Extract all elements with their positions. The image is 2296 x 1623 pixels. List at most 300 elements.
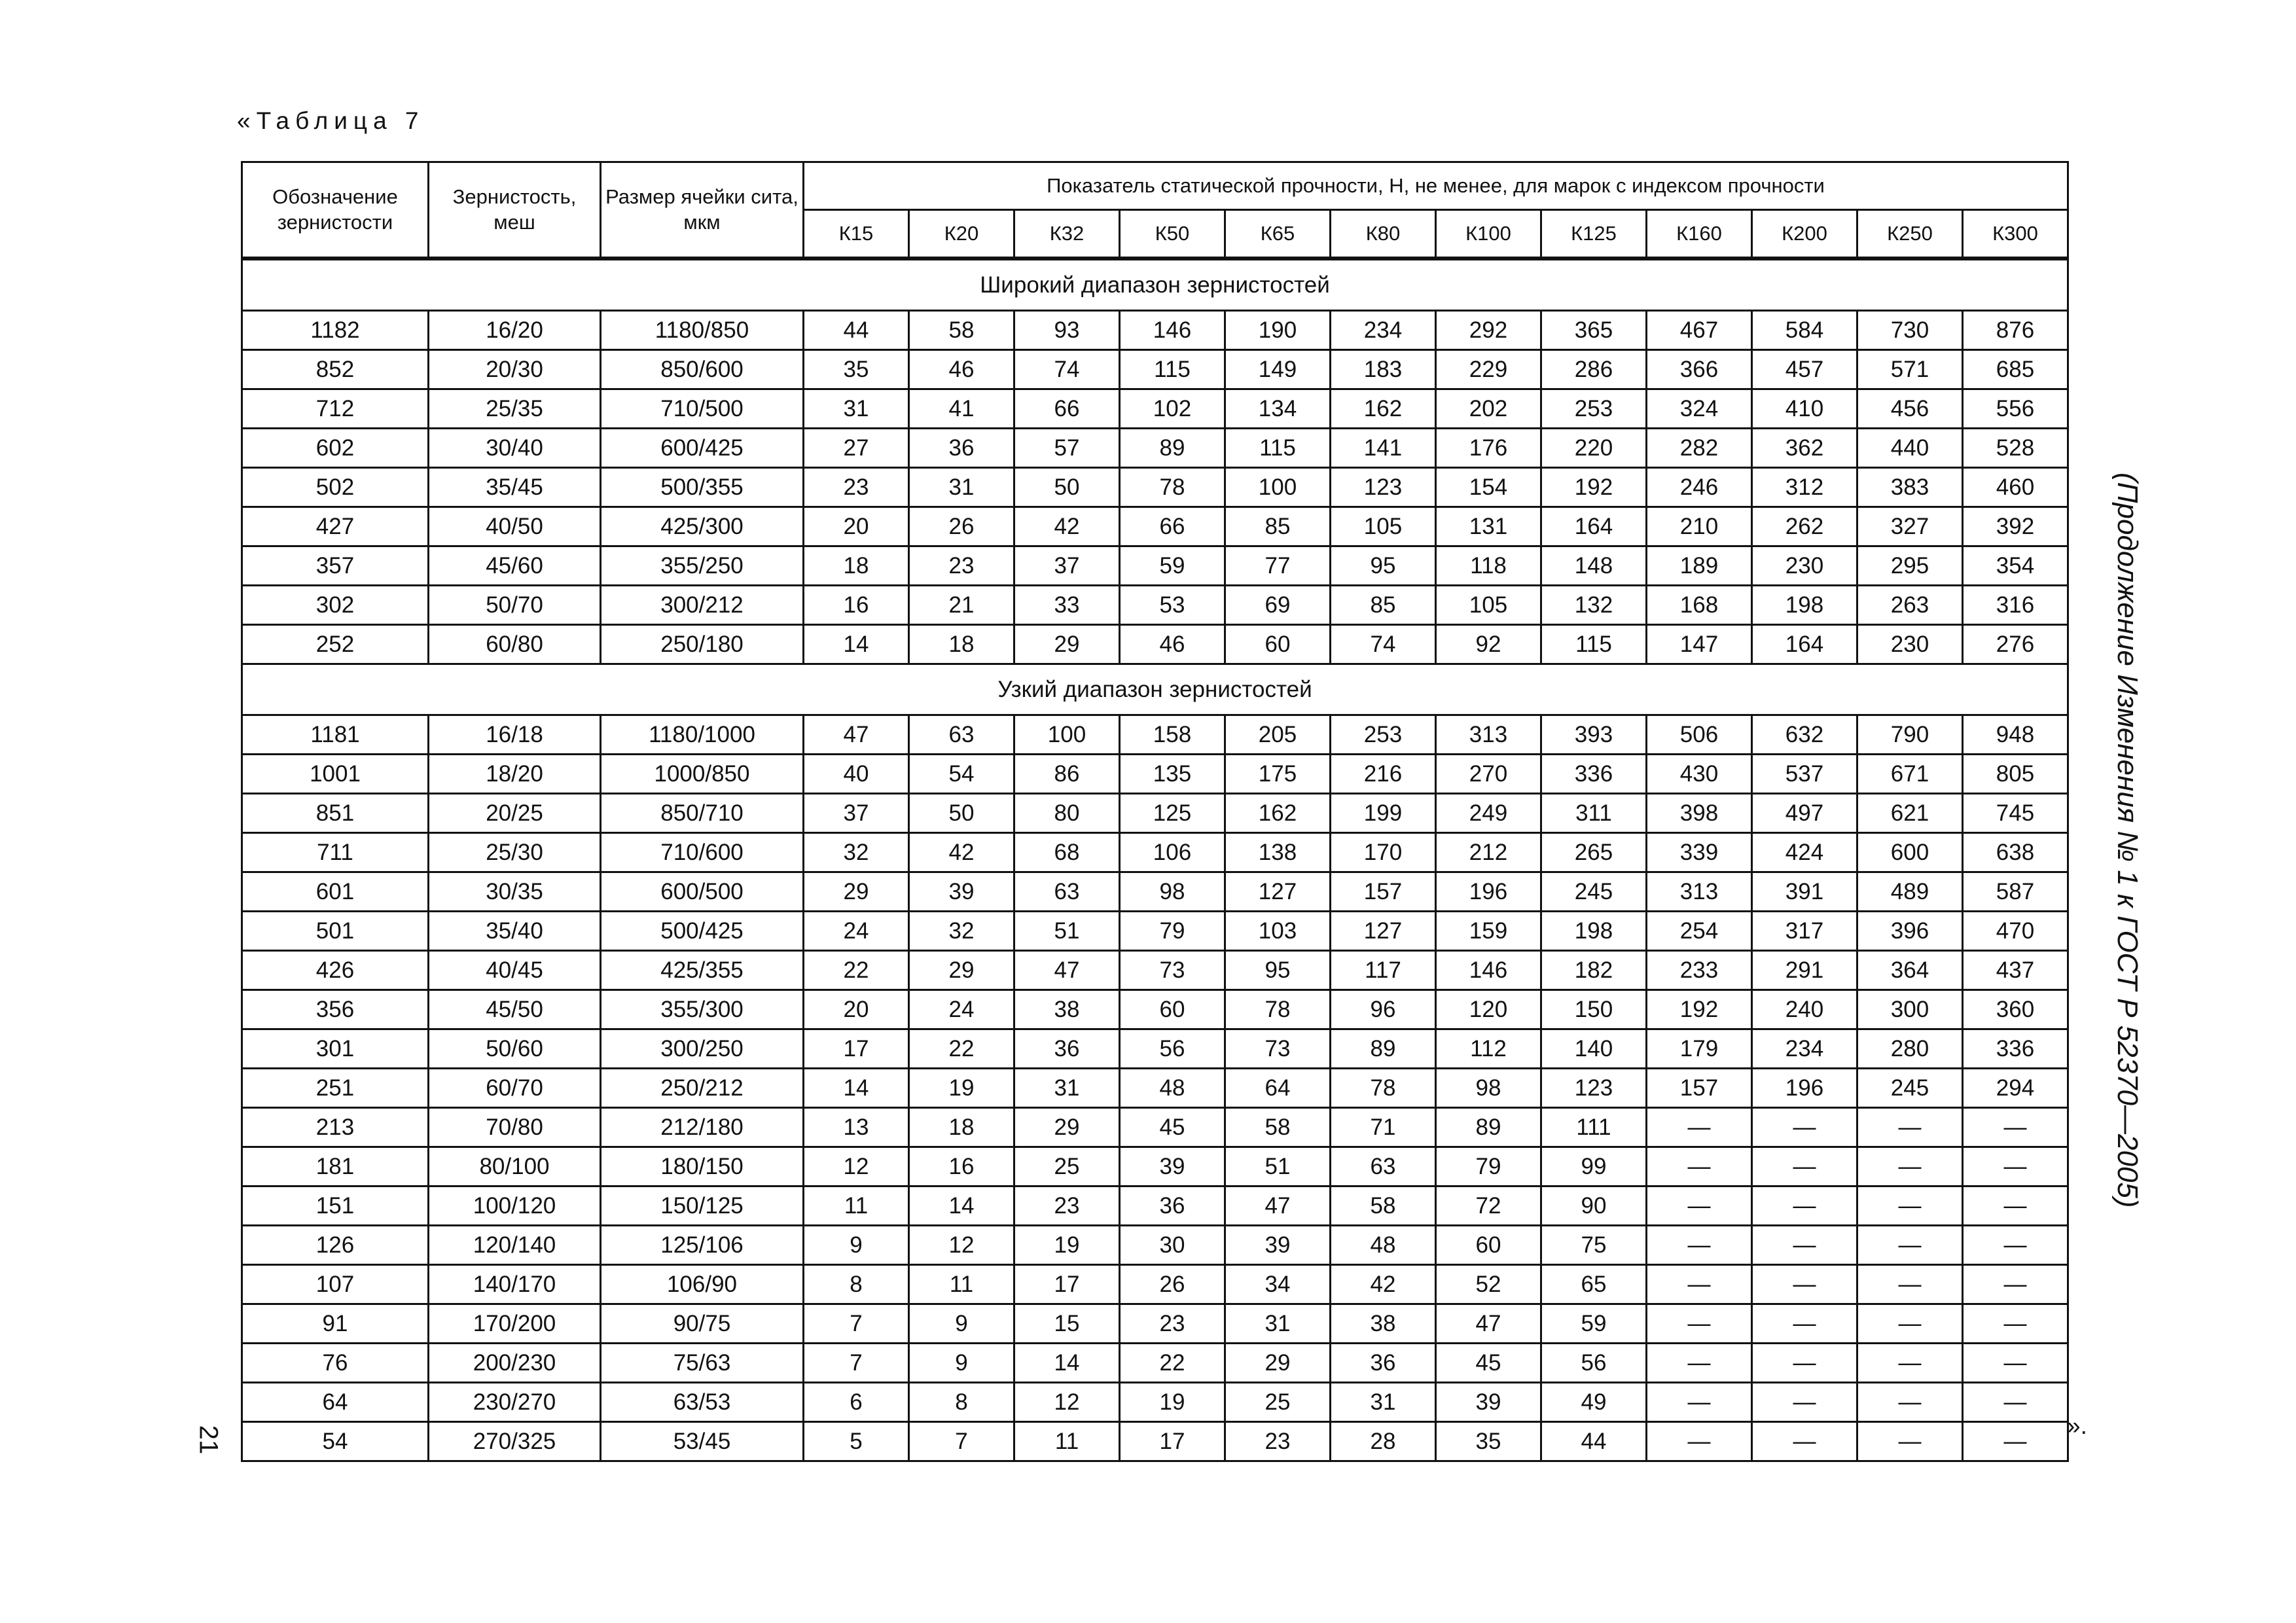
table-row — [242, 1265, 2068, 1304]
table-cell: 230 — [1752, 546, 1857, 586]
table-cell: — — [1857, 1383, 1963, 1422]
table-cell: 712 — [242, 389, 429, 429]
table-cell: 16/18 — [429, 715, 601, 755]
table-cell: 12 — [909, 1226, 1014, 1265]
table-cell: 1000/850 — [601, 755, 804, 794]
table-cell: 164 — [1541, 507, 1647, 546]
table-cell: 111 — [1541, 1108, 1647, 1147]
table-cell: 149 — [1225, 350, 1331, 389]
table-cell: — — [1752, 1383, 1857, 1422]
table-cell: 147 — [1647, 625, 1752, 664]
table-cell: — — [1963, 1147, 2068, 1186]
table-cell: 711 — [242, 833, 429, 872]
table-cell: 168 — [1647, 586, 1752, 625]
table-cell: 365 — [1541, 311, 1647, 350]
table-row — [242, 546, 2068, 586]
table-cell: 500/425 — [601, 912, 804, 951]
table-cell: 502 — [242, 468, 429, 507]
table-cell: 75 — [1541, 1226, 1647, 1265]
table-cell: 8 — [909, 1383, 1014, 1422]
table-cell: 36 — [909, 429, 1014, 468]
table-cell: 138 — [1225, 833, 1331, 872]
table-cell: 38 — [1331, 1304, 1436, 1344]
table-cell: — — [1857, 1304, 1963, 1344]
table-cell: 40/45 — [429, 951, 601, 990]
table-cell: 56 — [1120, 1029, 1225, 1069]
table-cell: — — [1752, 1226, 1857, 1265]
table-cell: — — [1963, 1265, 2068, 1304]
table-cell: 22 — [804, 951, 909, 990]
header-grade: К200 — [1752, 210, 1857, 259]
table-cell: 150/125 — [601, 1186, 804, 1226]
table-cell: 571 — [1857, 350, 1963, 389]
table-cell: 425/355 — [601, 951, 804, 990]
table-cell: 125/106 — [601, 1226, 804, 1265]
table-cell: 270/325 — [429, 1422, 601, 1461]
table-cell: — — [1752, 1108, 1857, 1147]
table-cell: 89 — [1331, 1029, 1436, 1069]
table-cell: 42 — [1331, 1265, 1436, 1304]
table-cell: 64 — [242, 1383, 429, 1422]
table-cell: 282 — [1647, 429, 1752, 468]
table-cell: 183 — [1331, 350, 1436, 389]
table-cell: 851 — [242, 794, 429, 833]
table-cell: 120/140 — [429, 1226, 601, 1265]
table-cell: — — [1752, 1422, 1857, 1461]
table-cell: 339 — [1647, 833, 1752, 872]
table-cell: 73 — [1120, 951, 1225, 990]
table-cell: 26 — [1120, 1265, 1225, 1304]
table-cell: 29 — [1014, 1108, 1120, 1147]
section-title: Широкий диапазон зернистостей — [242, 259, 2068, 311]
table-cell: 38 — [1014, 990, 1120, 1029]
table-cell: 1182 — [242, 311, 429, 350]
table-cell: — — [1857, 1422, 1963, 1461]
table-cell: 46 — [909, 350, 1014, 389]
table-cell: 30 — [1120, 1226, 1225, 1265]
table-cell: 78 — [1225, 990, 1331, 1029]
table-cell: 25/35 — [429, 389, 601, 429]
table-cell: 9 — [909, 1344, 1014, 1383]
table-cell: 1180/850 — [601, 311, 804, 350]
table-cell: 230/270 — [429, 1383, 601, 1422]
table-cell: 467 — [1647, 311, 1752, 350]
table-cell: 327 — [1857, 507, 1963, 546]
table-cell: 45/50 — [429, 990, 601, 1029]
table-cell: 356 — [242, 990, 429, 1029]
table-cell: 16/20 — [429, 311, 601, 350]
header-grade: К80 — [1331, 210, 1436, 259]
table-cell: 189 — [1647, 546, 1752, 586]
table-cell: 556 — [1963, 389, 2068, 429]
table-cell: — — [1857, 1108, 1963, 1147]
table-cell: — — [1963, 1108, 2068, 1147]
table-cell: 31 — [909, 468, 1014, 507]
table-cell: 46 — [1120, 625, 1225, 664]
table-cell: 89 — [1120, 429, 1225, 468]
table-cell: 18 — [909, 625, 1014, 664]
table-cell: 63 — [1014, 872, 1120, 912]
table-cell: 230 — [1857, 625, 1963, 664]
table-cell: 53/45 — [601, 1422, 804, 1461]
table-cell: 31 — [1014, 1069, 1120, 1108]
page-number: 21 — [194, 1425, 223, 1455]
table-cell: 313 — [1436, 715, 1541, 755]
table-cell: 294 — [1963, 1069, 2068, 1108]
table-cell: 15 — [1014, 1304, 1120, 1344]
table-cell: 170/200 — [429, 1304, 601, 1344]
table-cell: — — [1647, 1147, 1752, 1186]
table-cell: 60/70 — [429, 1069, 601, 1108]
table-cell: 77 — [1225, 546, 1331, 586]
table-cell: — — [1647, 1226, 1752, 1265]
table-cell: 213 — [242, 1108, 429, 1147]
table-cell: 1001 — [242, 755, 429, 794]
table-cell: — — [1647, 1108, 1752, 1147]
table-cell: 47 — [1436, 1304, 1541, 1344]
table-cell: 601 — [242, 872, 429, 912]
table-cell: 497 — [1752, 794, 1857, 833]
table-cell: 23 — [1014, 1186, 1120, 1226]
table-cell: 98 — [1120, 872, 1225, 912]
table-cell: 42 — [1014, 507, 1120, 546]
table-cell: 79 — [1120, 912, 1225, 951]
table-cell: 249 — [1436, 794, 1541, 833]
table-cell: 157 — [1647, 1069, 1752, 1108]
header-grade: К250 — [1857, 210, 1963, 259]
header-grade: К65 — [1225, 210, 1331, 259]
table-cell: 100 — [1014, 715, 1120, 755]
table-cell: 164 — [1752, 625, 1857, 664]
table-cell: 99 — [1541, 1147, 1647, 1186]
table-cell: 63 — [1331, 1147, 1436, 1186]
table-cell: 115 — [1120, 350, 1225, 389]
table-cell: 7 — [804, 1344, 909, 1383]
table-cell: 460 — [1963, 468, 2068, 507]
table-cell: 501 — [242, 912, 429, 951]
table-cell: 45/60 — [429, 546, 601, 586]
table-cell: 36 — [1120, 1186, 1225, 1226]
table-cell: 292 — [1436, 311, 1541, 350]
table-cell: 410 — [1752, 389, 1857, 429]
table-cell: 131 — [1436, 507, 1541, 546]
table-cell: 16 — [909, 1147, 1014, 1186]
table-row — [242, 1383, 2068, 1422]
table-cell: 12 — [1014, 1383, 1120, 1422]
table-row — [242, 872, 2068, 912]
table-cell: 212/180 — [601, 1108, 804, 1147]
table-cell: 360 — [1963, 990, 2068, 1029]
table-cell: 117 — [1331, 951, 1436, 990]
table-cell: 11 — [1014, 1422, 1120, 1461]
table-cell: 317 — [1752, 912, 1857, 951]
table-cell: 32 — [909, 912, 1014, 951]
table-cell: 74 — [1331, 625, 1436, 664]
table-cell: 118 — [1436, 546, 1541, 586]
header-grade: К160 — [1647, 210, 1752, 259]
table-cell: 362 — [1752, 429, 1857, 468]
table-cell: 73 — [1225, 1029, 1331, 1069]
table-cell: 39 — [1120, 1147, 1225, 1186]
table-cell: 234 — [1752, 1029, 1857, 1069]
table-cell: — — [1752, 1265, 1857, 1304]
header-grade: К20 — [909, 210, 1014, 259]
table-cell: — — [1647, 1422, 1752, 1461]
section-narrow-range — [242, 664, 2068, 1461]
table-cell: 170 — [1331, 833, 1436, 872]
table-cell: 584 — [1752, 311, 1857, 350]
header-grade: К100 — [1436, 210, 1541, 259]
table-cell: 176 — [1436, 429, 1541, 468]
table-cell: 250/212 — [601, 1069, 804, 1108]
table-cell: — — [1752, 1147, 1857, 1186]
table-cell: — — [1963, 1304, 2068, 1344]
table-cell: 154 — [1436, 468, 1541, 507]
table-cell: 51 — [1225, 1147, 1331, 1186]
table-cell: 132 — [1541, 586, 1647, 625]
header-grade: К300 — [1963, 210, 2068, 259]
table-cell: — — [1647, 1186, 1752, 1226]
table-cell: 120 — [1436, 990, 1541, 1029]
table-cell: 850/600 — [601, 350, 804, 389]
table-cell: 71 — [1331, 1108, 1436, 1147]
table-cell: 14 — [804, 1069, 909, 1108]
table-cell: — — [1963, 1186, 2068, 1226]
table-cell: 427 — [242, 507, 429, 546]
table-cell: 127 — [1331, 912, 1436, 951]
table-cell: 355/300 — [601, 990, 804, 1029]
table-cell: 80/100 — [429, 1147, 601, 1186]
table-cell: 506 — [1647, 715, 1752, 755]
table-cell: 198 — [1541, 912, 1647, 951]
table-cell: 948 — [1963, 715, 2068, 755]
table-row — [242, 1304, 2068, 1344]
table-row — [242, 389, 2068, 429]
table-cell: 212 — [1436, 833, 1541, 872]
table-row — [242, 951, 2068, 990]
table-cell: 27 — [804, 429, 909, 468]
table-cell: 42 — [909, 833, 1014, 872]
table-cell: — — [1857, 1186, 1963, 1226]
table-cell: 355/250 — [601, 546, 804, 586]
table-cell: 141 — [1331, 429, 1436, 468]
table-row — [242, 429, 2068, 468]
table-cell: 112 — [1436, 1029, 1541, 1069]
table-cell: 25 — [1014, 1147, 1120, 1186]
table-cell: 47 — [804, 715, 909, 755]
table-row — [242, 1029, 2068, 1069]
table-cell: 69 — [1225, 586, 1331, 625]
table-cell: 140/170 — [429, 1265, 601, 1304]
table-cell: 115 — [1225, 429, 1331, 468]
table-cell: 48 — [1331, 1226, 1436, 1265]
table-cell: 5 — [804, 1422, 909, 1461]
table-cell: 253 — [1541, 389, 1647, 429]
table-row — [242, 755, 2068, 794]
table-cell: 68 — [1014, 833, 1120, 872]
table-cell: 336 — [1541, 755, 1647, 794]
table-cell: 37 — [1014, 546, 1120, 586]
table-cell: 59 — [1120, 546, 1225, 586]
table-cell: 13 — [804, 1108, 909, 1147]
table-cell: 852 — [242, 350, 429, 389]
table-cell: 60/80 — [429, 625, 601, 664]
table-cell: 78 — [1331, 1069, 1436, 1108]
header-grade: К32 — [1014, 210, 1120, 259]
table-cell: 12 — [804, 1147, 909, 1186]
table-cell: 47 — [1225, 1186, 1331, 1226]
table-cell: 324 — [1647, 389, 1752, 429]
table-cell: 126 — [242, 1226, 429, 1265]
table-cell: 202 — [1436, 389, 1541, 429]
table-cell: 710/600 — [601, 833, 804, 872]
table-cell: 123 — [1331, 468, 1436, 507]
table-cell: — — [1857, 1344, 1963, 1383]
table-cell: 16 — [804, 586, 909, 625]
table-cell: 18/20 — [429, 755, 601, 794]
table-cell: 31 — [1225, 1304, 1331, 1344]
table-cell: 39 — [1225, 1226, 1331, 1265]
table-cell: 20 — [804, 507, 909, 546]
table-cell: 50 — [1014, 468, 1120, 507]
table-cell: 102 — [1120, 389, 1225, 429]
table-cell: 50 — [909, 794, 1014, 833]
table-cell: 63 — [909, 715, 1014, 755]
section-title: Узкий диапазон зернистостей — [242, 664, 2068, 715]
table-cell: 198 — [1752, 586, 1857, 625]
table-cell: 426 — [242, 951, 429, 990]
table-cell: 805 — [1963, 755, 2068, 794]
header-sieve-mesh: Размер ячейки сита, мкм — [601, 162, 804, 259]
table-cell: 180/150 — [601, 1147, 804, 1186]
table-cell: 90 — [1541, 1186, 1647, 1226]
table-cell: 45 — [1436, 1344, 1541, 1383]
table-cell: 357 — [242, 546, 429, 586]
table-cell: 162 — [1331, 389, 1436, 429]
table-cell: — — [1647, 1344, 1752, 1383]
table-cell: 470 — [1963, 912, 2068, 951]
table-cell: 23 — [804, 468, 909, 507]
table-cell: 158 — [1120, 715, 1225, 755]
section-title-row — [242, 259, 2068, 311]
table-cell: 181 — [242, 1147, 429, 1186]
table-row — [242, 794, 2068, 833]
table-cell: 107 — [242, 1265, 429, 1304]
table-cell: 50/60 — [429, 1029, 601, 1069]
table-cell: 790 — [1857, 715, 1963, 755]
table-cell: 14 — [1014, 1344, 1120, 1383]
table-cell: 95 — [1225, 951, 1331, 990]
table-cell: 251 — [242, 1069, 429, 1108]
table-cell: 600 — [1857, 833, 1963, 872]
table-cell: 391 — [1752, 872, 1857, 912]
table-cell: — — [1752, 1304, 1857, 1344]
table-cell: 312 — [1752, 468, 1857, 507]
table-cell: 19 — [1120, 1383, 1225, 1422]
table-cell: 37 — [804, 794, 909, 833]
table-cell: 246 — [1647, 468, 1752, 507]
table-cell: 456 — [1857, 389, 1963, 429]
table-cell: 393 — [1541, 715, 1647, 755]
table-row — [242, 1186, 2068, 1226]
table-cell: 745 — [1963, 794, 2068, 833]
table-cell: 205 — [1225, 715, 1331, 755]
table-cell: 300/212 — [601, 586, 804, 625]
table-cell: 35/40 — [429, 912, 601, 951]
table-cell: — — [1857, 1265, 1963, 1304]
table-cell: 850/710 — [601, 794, 804, 833]
table-cell: 20/30 — [429, 350, 601, 389]
table-cell: 23 — [909, 546, 1014, 586]
table-cell: 1181 — [242, 715, 429, 755]
table-cell: 57 — [1014, 429, 1120, 468]
table-cell: 437 — [1963, 951, 2068, 990]
table-cell: 127 — [1225, 872, 1331, 912]
table-cell: 291 — [1752, 951, 1857, 990]
table-cell: 18 — [909, 1108, 1014, 1147]
table-cell: 250/180 — [601, 625, 804, 664]
table-cell: 54 — [909, 755, 1014, 794]
table-cell: 28 — [1331, 1422, 1436, 1461]
table-cell: — — [1857, 1226, 1963, 1265]
closing-quote: ». — [2067, 1412, 2087, 1439]
table-cell: 17 — [804, 1029, 909, 1069]
table-cell: 233 — [1647, 951, 1752, 990]
table-cell: — — [1647, 1265, 1752, 1304]
table-cell: 220 — [1541, 429, 1647, 468]
table-cell: 80 — [1014, 794, 1120, 833]
table-cell: 316 — [1963, 586, 2068, 625]
table-cell: 53 — [1120, 586, 1225, 625]
table-cell: 93 — [1014, 311, 1120, 350]
table-cell: — — [1963, 1344, 2068, 1383]
table-cell: 103 — [1225, 912, 1331, 951]
table-row — [242, 350, 2068, 389]
table-cell: — — [1752, 1344, 1857, 1383]
table-cell: 190 — [1225, 311, 1331, 350]
table-header — [242, 162, 2068, 259]
table-row — [242, 1226, 2068, 1265]
table-cell: 60 — [1436, 1226, 1541, 1265]
table-cell: 85 — [1331, 586, 1436, 625]
table-cell: 286 — [1541, 350, 1647, 389]
table-cell: 528 — [1963, 429, 2068, 468]
table-cell: 17 — [1120, 1422, 1225, 1461]
table-cell: 252 — [242, 625, 429, 664]
table-cell: 95 — [1331, 546, 1436, 586]
table-row — [242, 625, 2068, 664]
table-cell: 276 — [1963, 625, 2068, 664]
table-cell: 50/70 — [429, 586, 601, 625]
table-cell: 44 — [1541, 1422, 1647, 1461]
table-cell: 90/75 — [601, 1304, 804, 1344]
table-cell: 396 — [1857, 912, 1963, 951]
header-strength-group: Показатель статической прочности, Н, не менее, для марок с индексом прочности — [804, 162, 2068, 210]
table-cell: 58 — [909, 311, 1014, 350]
table-cell: 196 — [1436, 872, 1541, 912]
table-cell: 425/300 — [601, 507, 804, 546]
table-cell: 234 — [1331, 311, 1436, 350]
table-cell: 632 — [1752, 715, 1857, 755]
table-cell: 34 — [1225, 1265, 1331, 1304]
table-cell: 254 — [1647, 912, 1752, 951]
table-cell: 59 — [1541, 1304, 1647, 1344]
table-cell: 20 — [804, 990, 909, 1029]
table-cell: 66 — [1014, 389, 1120, 429]
table-cell: 263 — [1857, 586, 1963, 625]
table-cell: 135 — [1120, 755, 1225, 794]
table-cell: 7 — [909, 1422, 1014, 1461]
